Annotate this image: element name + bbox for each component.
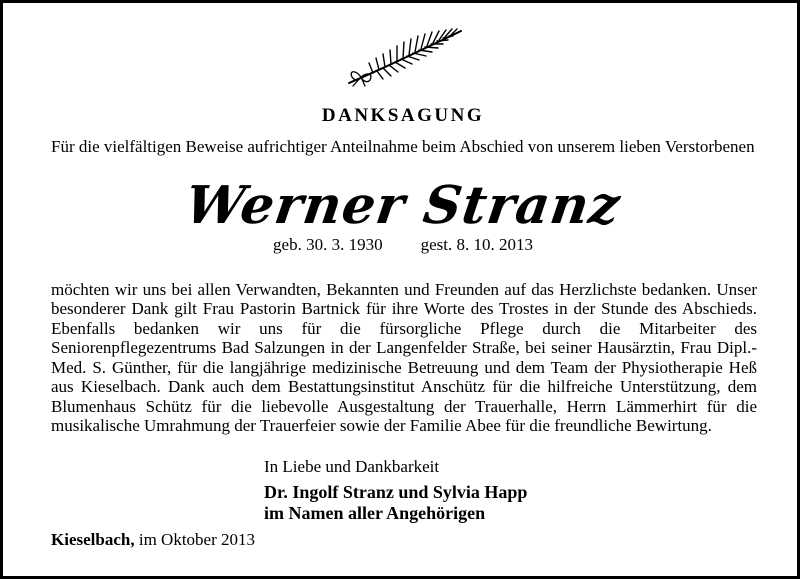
notice-date: im Oktober 2013: [138, 530, 255, 549]
page-title: DANKSAGUNG: [321, 105, 485, 126]
thanks-paragraph: möchten wir uns bei allen Verwandten, Bekannten und Freunden auf das Herzlichste bedanken. Unser besonderer Dank gilt Frau Pastorin Bartnick für ihre Worte des Trostes in der Stunde des Abschieds. Ebenfalls bedanken wir uns für die fürsorgliche Pflege durch die Mitarbeiter des Seniorenpflegezentrums Bad Salzungen in der Langenfelder Straße, bei seiner Hausärztin, Frau Dipl.-Med. S. Günther, für die langjährige medizinische Betreuung und dem Team der Physiotherapie Heß aus Kieselbach. Dank auch dem Bestattungsinstitut Anschütz für die hilfreiche Unterstützung, dem Blumenhaus Schütz für die liebevolle Ausgestaltung der Trauerhalle, Herrn Lämmerhirt für die musikalische Umrahmung der Trauerfeier sowie der Familie Abee für die freundliche Bewirtung.: [51, 280, 757, 436]
death-date: gest. 8. 10. 2013: [420, 235, 533, 254]
palm-frond-with-bow-icon: [343, 25, 468, 87]
place-and-date: [51, 530, 255, 550]
signer-relation: im Namen aller Angehörigen: [264, 503, 486, 523]
signer-names: Dr. Ingolf Stranz und Sylvia Happ: [264, 482, 528, 502]
place-name: Kieselbach,: [51, 530, 135, 549]
life-dates: [3, 235, 800, 255]
closing-phrase: In Liebe und Dankbarkeit: [264, 457, 440, 476]
birth-date: geb. 30. 3. 1930: [273, 235, 383, 254]
signers: [264, 482, 527, 524]
intro-paragraph: Für die vielfältigen Beweise aufrichtiger Anteilnahme beim Abschied von unserem lieben Verstorbenen: [51, 137, 755, 156]
deceased-name: Werner Stranz: [181, 175, 625, 236]
